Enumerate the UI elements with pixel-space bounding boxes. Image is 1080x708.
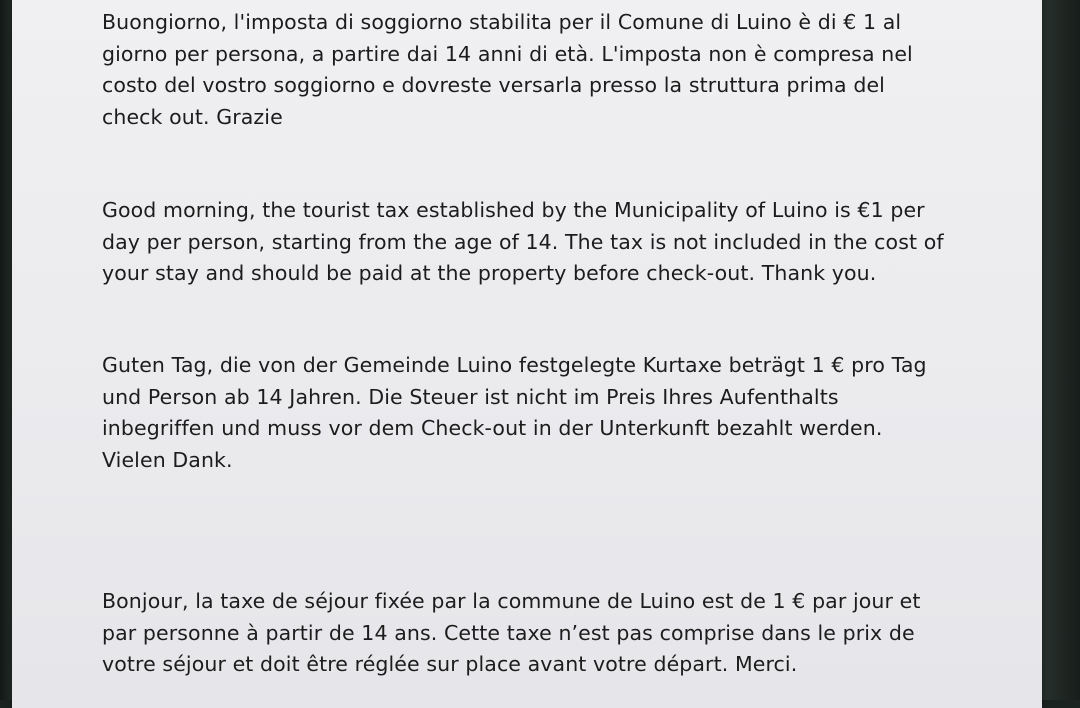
italian-line: giorno per persona, a partire dai 14 anni di età. L'imposta non è compresa nel: [102, 41, 913, 66]
english-line: your stay and should be paid at the property before check-out. Thank you.: [102, 261, 877, 285]
english-line: Good morning, the tourist tax established by the Municipality of Luino is €1 per: [102, 198, 925, 222]
paper-sheet: [12, 0, 1042, 708]
french-line: votre séjour et doit être réglée sur place avant votre départ. Merci.: [102, 652, 798, 676]
background-right: [1040, 0, 1080, 700]
italian-line: Buongiorno, l'imposta di soggiorno stabilita per il Comune di Luino è di € 1 al: [102, 10, 902, 34]
english-paragraph: [102, 195, 952, 290]
english-line: day per person, starting from the age of 14. The tax is not included in the cost of: [102, 229, 944, 254]
italian-paragraph: [102, 7, 952, 133]
german-line: und Person ab 14 Jahren. Die Steuer ist nicht im Preis Ihres Aufenthalts: [102, 384, 839, 409]
german-line: Vielen Dank.: [102, 447, 233, 472]
italian-line: costo del vostro soggiorno e dovreste versarla presso la struttura prima del: [102, 73, 885, 97]
german-line: Guten Tag, die von der Gemeinde Luino festgelegte Kurtaxe beträgt 1 € pro Tag: [102, 353, 927, 377]
french-paragraph: [102, 586, 952, 681]
french-line: Bonjour, la taxe de séjour fixée par la commune de Luino est de 1 € par jour et: [102, 589, 921, 613]
french-line: par personne à partir de 14 ans. Cette taxe n’est pas comprise dans le prix de: [102, 620, 915, 645]
italian-line: check out. Grazie: [102, 104, 283, 129]
german-paragraph: [102, 350, 952, 476]
german-line: inbegriffen und muss vor dem Check-out in der Unterkunft bezahlt werden.: [102, 416, 883, 440]
